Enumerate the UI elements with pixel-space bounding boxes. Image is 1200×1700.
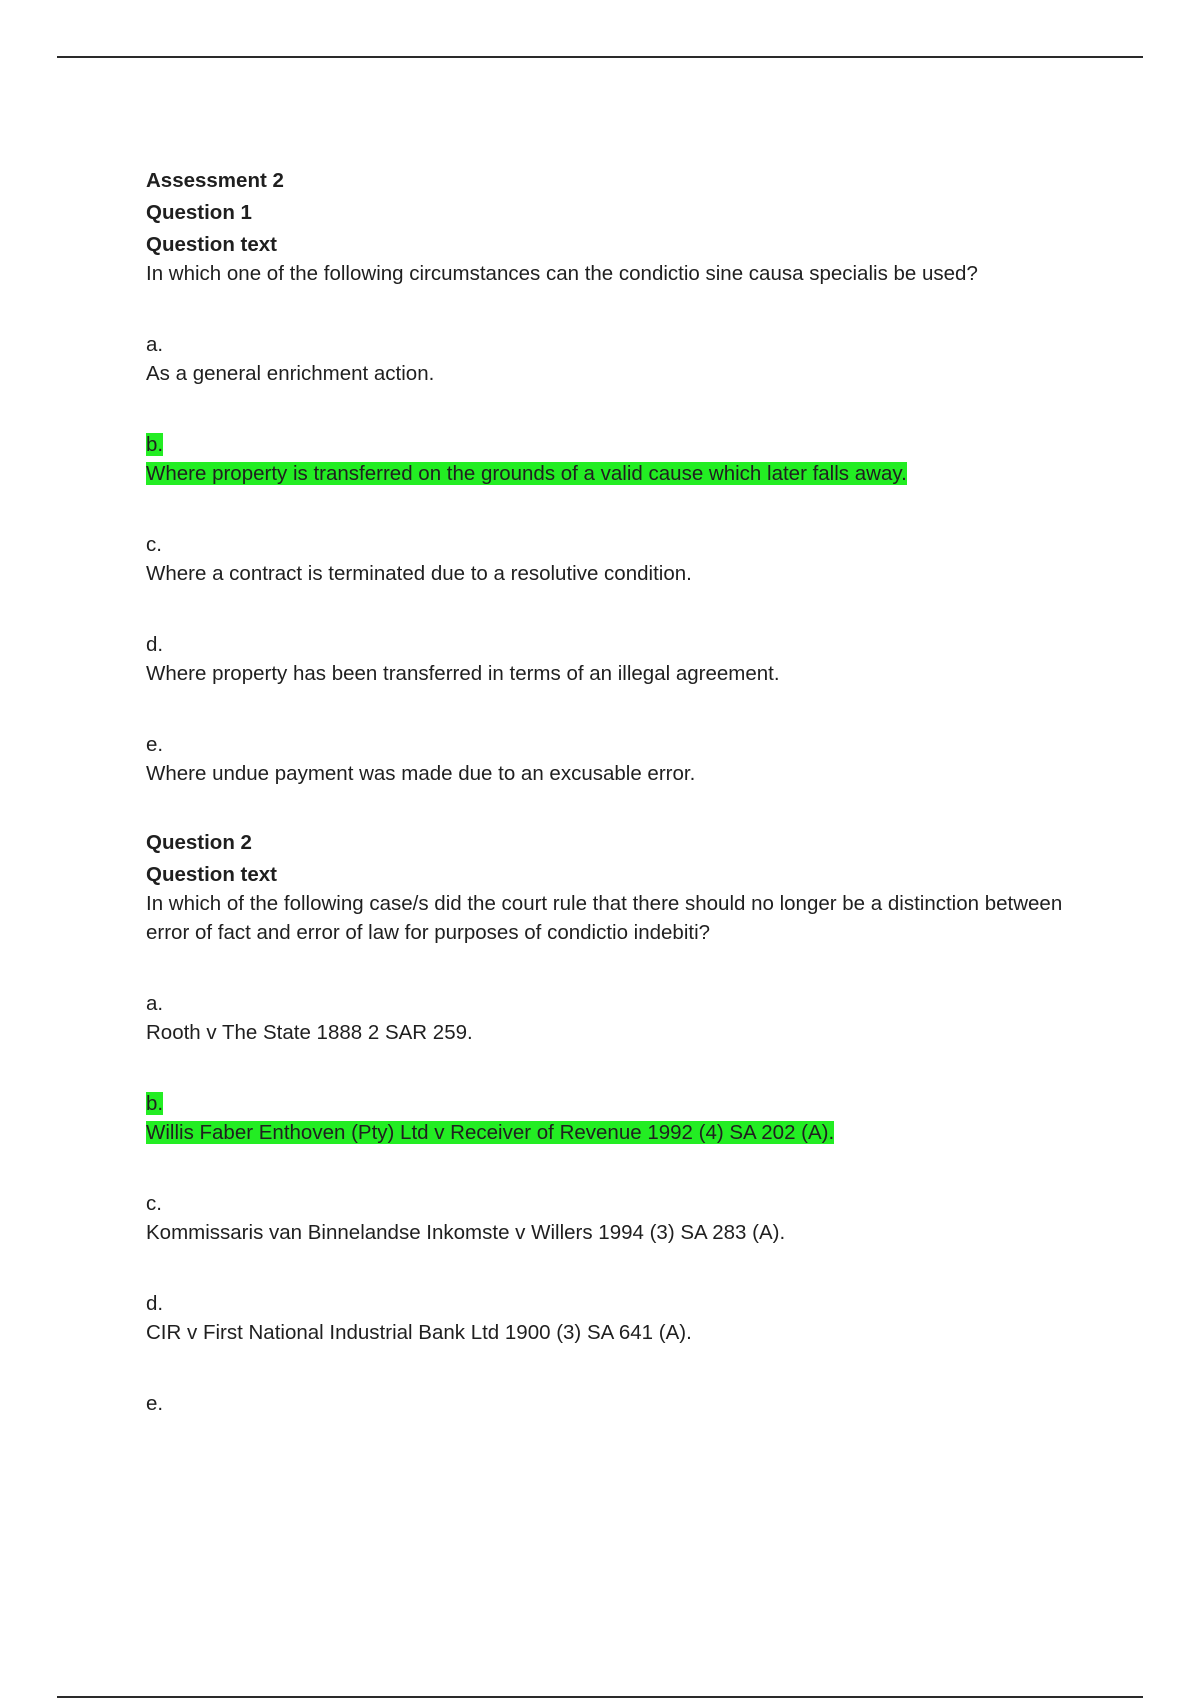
option-text: Rooth v The State 1888 2 SAR 259. — [146, 1021, 473, 1044]
option-a[interactable] — [146, 989, 1076, 1047]
option-letter: b. — [146, 1092, 164, 1115]
option-d[interactable] — [146, 1289, 1076, 1347]
option-letter: e. — [146, 1392, 164, 1415]
top-rule — [57, 56, 1143, 58]
option-text: Where a contract is terminated due to a resolutive condition. — [146, 562, 692, 585]
option-letter: b. — [146, 433, 164, 456]
option-b-highlighted[interactable] — [146, 430, 1076, 488]
assessment-content — [146, 166, 1076, 1418]
option-c[interactable] — [146, 530, 1076, 588]
option-e[interactable] — [146, 1389, 1076, 1418]
question-number: Question 1 — [146, 201, 252, 224]
option-text: Willis Faber Enthoven (Pty) Ltd v Receiver of Revenue 1992 (4) SA 202 (A). — [146, 1121, 835, 1144]
question-text: In which one of the following circumstances can the condictio sine causa specialis be used? — [146, 262, 978, 285]
option-d[interactable] — [146, 630, 1076, 688]
question-text: In which of the following case/s did the court rule that there should no longer be a distinction between error of fact and error of law for purposes of condictio indebiti? — [146, 892, 1063, 944]
option-text: Where property has been transferred in terms of an illegal agreement. — [146, 662, 780, 685]
question-1 — [146, 198, 1076, 788]
option-letter: d. — [146, 633, 164, 656]
option-e[interactable] — [146, 730, 1076, 788]
option-text: As a general enrichment action. — [146, 362, 435, 385]
option-text: Kommissaris van Binnelandse Inkomste v Willers 1994 (3) SA 283 (A). — [146, 1221, 786, 1244]
option-c[interactable] — [146, 1189, 1076, 1247]
option-letter: c. — [146, 533, 162, 556]
option-letter: e. — [146, 733, 164, 756]
option-letter: a. — [146, 992, 164, 1015]
option-letter: a. — [146, 333, 164, 356]
question-number: Question 2 — [146, 831, 252, 854]
option-letter: c. — [146, 1192, 162, 1215]
question-2 — [146, 828, 1076, 1418]
option-a[interactable] — [146, 330, 1076, 388]
assessment-title: Assessment 2 — [146, 169, 284, 192]
option-text: CIR v First National Industrial Bank Ltd 1900 (3) SA 641 (A). — [146, 1321, 692, 1344]
option-text: Where undue payment was made due to an excusable error. — [146, 762, 696, 785]
option-letter: d. — [146, 1292, 164, 1315]
bottom-rule — [57, 1696, 1143, 1698]
question-text-label: Question text — [146, 863, 277, 886]
option-text: Where property is transferred on the grounds of a valid cause which later falls away. — [146, 462, 907, 485]
question-text-label: Question text — [146, 233, 277, 256]
option-b-highlighted[interactable] — [146, 1089, 1076, 1147]
